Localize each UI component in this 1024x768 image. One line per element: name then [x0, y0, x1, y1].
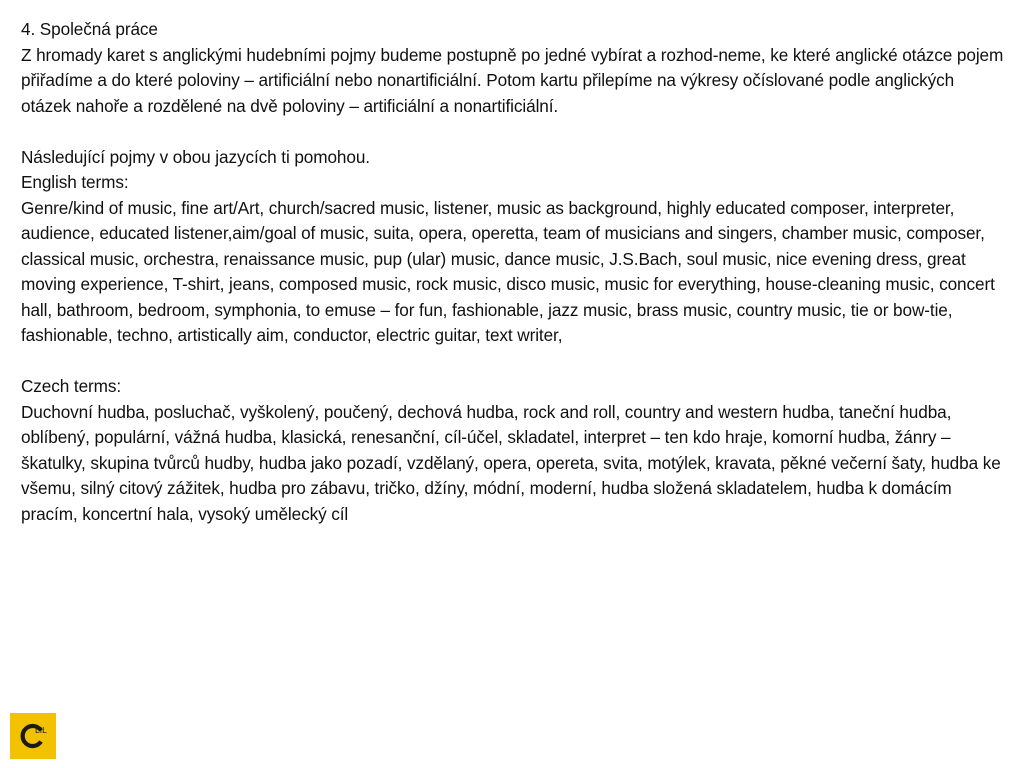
paragraph-gap [21, 349, 1006, 375]
paragraph-gap [21, 119, 1006, 145]
english-terms-heading: English terms: [21, 172, 129, 192]
czech-terms-heading: Czech terms: [21, 376, 122, 396]
lil-logo [10, 713, 56, 759]
czech-terms-list: Duchovní hudba, posluchač, vyškolený, poučený, dechová hudba, rock and roll, country and western hudba, taneční hudba, oblíbený, populární, vážná hudba, klasická, renesanční, cíl-účel, skladatel, interpret – ten kdo hraje, komorní hudba, žánry – škatulky, skupina tvůrců hudby, hudba jako pozadí, vzdělaný, opera, opereta, svita, motýlek, kravata, pěkné večerní šaty, hudba ke všemu, silný citový zážitek, hudba pro zábavu, tričko, džíny, módní, moderní, hudba složená skladatelem, hudba k domácím pracím, koncertní hala, vysoký umělecký cíl [21, 401, 1001, 524]
english-terms-list: Genre/kind of music, fine art/Art, church/sacred music, listener, music as background, highly educated composer, interpreter, audience, educated listener,aim/goal of music, suita, opera, operetta, team of musicians and singers, chamber music, composer, classical music, orchestra, renaissance music, pup (ular) music, dance music, J.S.Bach, soul music, nice evening dress, great moving experience, T-shirt, jeans, composed music, rock music, disco music, music for everything, house-cleaning music, concert hall, bathroom, bedroom, symphonia, to emuse – for fun, fashionable, jazz music, brass music, country music, tie or bow-tie, fashionable, techno, artistically aim, conductor, electric guitar, text writer, [21, 197, 995, 345]
logo-text: LIL [35, 725, 47, 735]
slide-content [21, 17, 1006, 527]
c-ring-logo-icon [10, 713, 56, 759]
help-line: Následující pojmy v obou jazycích ti pomohou. [21, 146, 370, 167]
slide-heading: 4. Společná práce [21, 19, 158, 39]
intro-paragraph: Z hromady karet s anglickými hudebními pojmy budeme postupně po jedné vybírat a rozhod-neme, ke které anglické otázce pojem přiřadíme a do které poloviny – artificiální nebo nonartificiální. Potom kartu přilepíme na výkresy očíslované podle anglických otázek nahoře a rozdělené na dvě poloviny – artificiální a nonartificiální. [21, 44, 1004, 116]
